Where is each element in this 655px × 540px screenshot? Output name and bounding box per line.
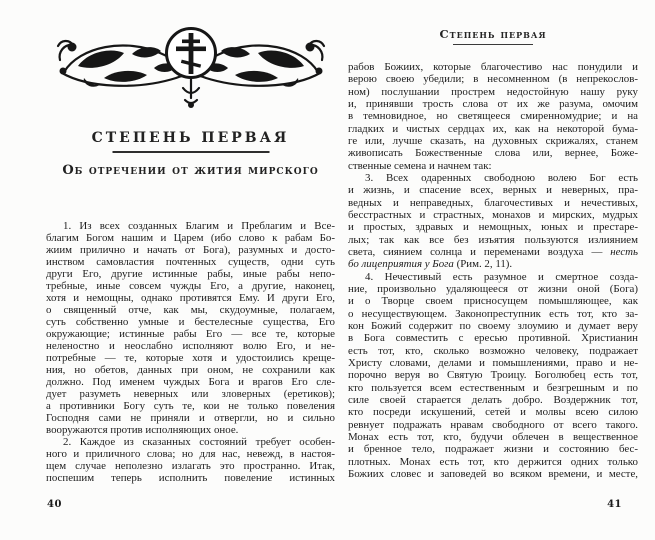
text-line: хотя и немощны, однако противятся Ему. И други Его, [46,292,335,304]
text-line: и жизнь, и спасение всех, верных и неверных, пра- [348,184,638,197]
cross-headpiece-ornament [54,26,328,114]
text-line: в темновидное, но светящееся смиренномудрие; и на [348,110,638,123]
page-right [348,0,638,540]
text-line: благим Богом нашим и Царем (ибо слово к рабам Бо- [46,232,335,244]
text-line: требные, иные совсем чужды Его, а другие, наконец, [46,280,335,292]
text-line: ние, произвольно удаляющееся от жизни оной (Бога) [348,282,638,295]
chapter-subtitle: Об отречении от жития мирского [62,163,319,178]
text-line: 2. Каждое из сказанных состояний требует особен- [63,436,335,448]
page-number-left: 40 [47,499,62,510]
left-page-text [46,220,335,484]
text-line: порочно веруя во Святую Троицу. Боголюбец есть тот, [348,369,638,382]
text-line: суть собственно умные и бестелесные существа, Его [46,316,335,328]
text-line: щем случае неполезно излагать это пространно. Итак, [46,460,335,472]
text-line: Божиих словес и заповедей во всяком времени, и месте, [348,467,638,480]
text-line: рабов Божиих, которые благочестиво нас понудили и [348,61,638,73]
ornament-pendant [183,78,199,103]
text-line: кто посреди искушений, сетей и молвы всею силою [348,406,638,419]
text-line: жиим прилично и начать от Бога), разумных и досто- [46,244,335,256]
text-line: 3. Всех одаренных свободною волею Бог есть [365,171,638,184]
text-line: бесстрастных и страстных, монахов и мирских, мудрых [348,208,638,221]
text-line: а противники Богу суть те, кои не только повеления [46,400,335,412]
running-head-divider [453,44,533,45]
text-line: о священный отче, как мы, скудоумные, полагаем, [46,304,335,316]
text-line: Христу словами, делами и помышлениями, право и не- [348,356,638,369]
text-line: ге или, лучше сказать, на духовных скрижалях, станем [348,134,638,147]
text-line: ственные семена и начнем так: [348,159,492,172]
text-line: кон Божий содержит по своему злоумию и думает веру [348,319,638,332]
text-line: и бренное тело, подражает жизни и состоянию бес- [348,443,638,456]
text-line: живописать Божественные слова или, вернее, Боже- [348,147,638,160]
text-line: верою своею убедили; в несомненном (в непрекослов- [348,73,638,86]
text-line: плотных. Монах есть тот, кто держится одних только [348,455,638,468]
text-line: инством самовластия почтенных существ, одни суть [46,256,335,268]
text-line: ния, но обетов, данных при оном, не сохранили как [46,364,335,376]
text-line: силе своей старается делать добро. Воздержник тот, [348,393,638,406]
text-line: ного и приличного слова; но для нас, невежд, в настоя- [46,448,335,460]
chapter-title: СТЕПЕНЬ ПЕРВАЯ [91,130,290,146]
text-line: вооружаются против исполняющих оное. [46,424,239,436]
text-line: потребные — те, которые хотя и удостоились креще- [46,352,335,364]
text-line: 1. Из всех созданных Благим и Преблагим и Все- [63,220,335,232]
text-line: есть тот, кто, сколько возможно человеку, подражает [348,344,638,357]
page-number-right: 41 [607,499,622,510]
text-line: кто пользуется всем естественным и безгрешным и по [348,381,638,394]
text-line: ведных и неправедных, благочестивых и нечестивых, [348,196,638,209]
text-line: лых; так как все без изъятия пользуются излиянием [348,233,638,246]
text-line: и, принявши трость слова от их же разума, омочим [348,97,638,110]
text-line: ревнует подражать нравам свободного от всего такого. [348,418,638,431]
text-line: Монах есть тот, кто, будучи облечен в вещественное [348,430,638,443]
text-line: и простых, здравых и немощных, юных и престаре- [348,221,638,234]
text-line: поспешим теперь исполнить повеление истинных [46,472,335,484]
text-line: в Бога совместить с ересью противной. Христианин [348,332,638,345]
text-line: неленостно и неослабно исполняют волю Его, и не- [46,340,335,352]
text-line: 4. Нечестивый есть разумное и смертное созда- [365,270,638,283]
text-line: Господня сами не приняли и отвергли, но и сильно [46,412,335,424]
text-line: о несуществующем. Законопреступник есть тот, кто за- [348,307,638,320]
text-line: окружающие; истинные рабы Его — все те, которые [46,328,335,340]
text-line: дует разуметь неверных или зловерных (еретиков); [46,388,335,400]
text-line: должно. Под именем чуждых Бога и врагов Его сле- [46,376,335,388]
text-line: света, сиянием солнца и переменами воздуха — несть [348,245,638,258]
text-line: бо лицеприятия у Бога (Рим. 2, 11). [348,258,513,271]
text-line: и о Творце своем присносущем помышляющее, как [348,295,638,308]
text-line: други Его, другие истинные рабы, иные рабы непо- [46,268,335,280]
page-left [46,0,335,540]
text-line: гладких и чистых сердцах их, как на некоторой бума- [348,122,638,135]
right-page-text [348,61,638,480]
running-head: Степень первая [439,27,547,41]
title-divider [112,151,269,153]
text-line: ном) послушании прострем недостойную нашу руку [348,85,638,98]
